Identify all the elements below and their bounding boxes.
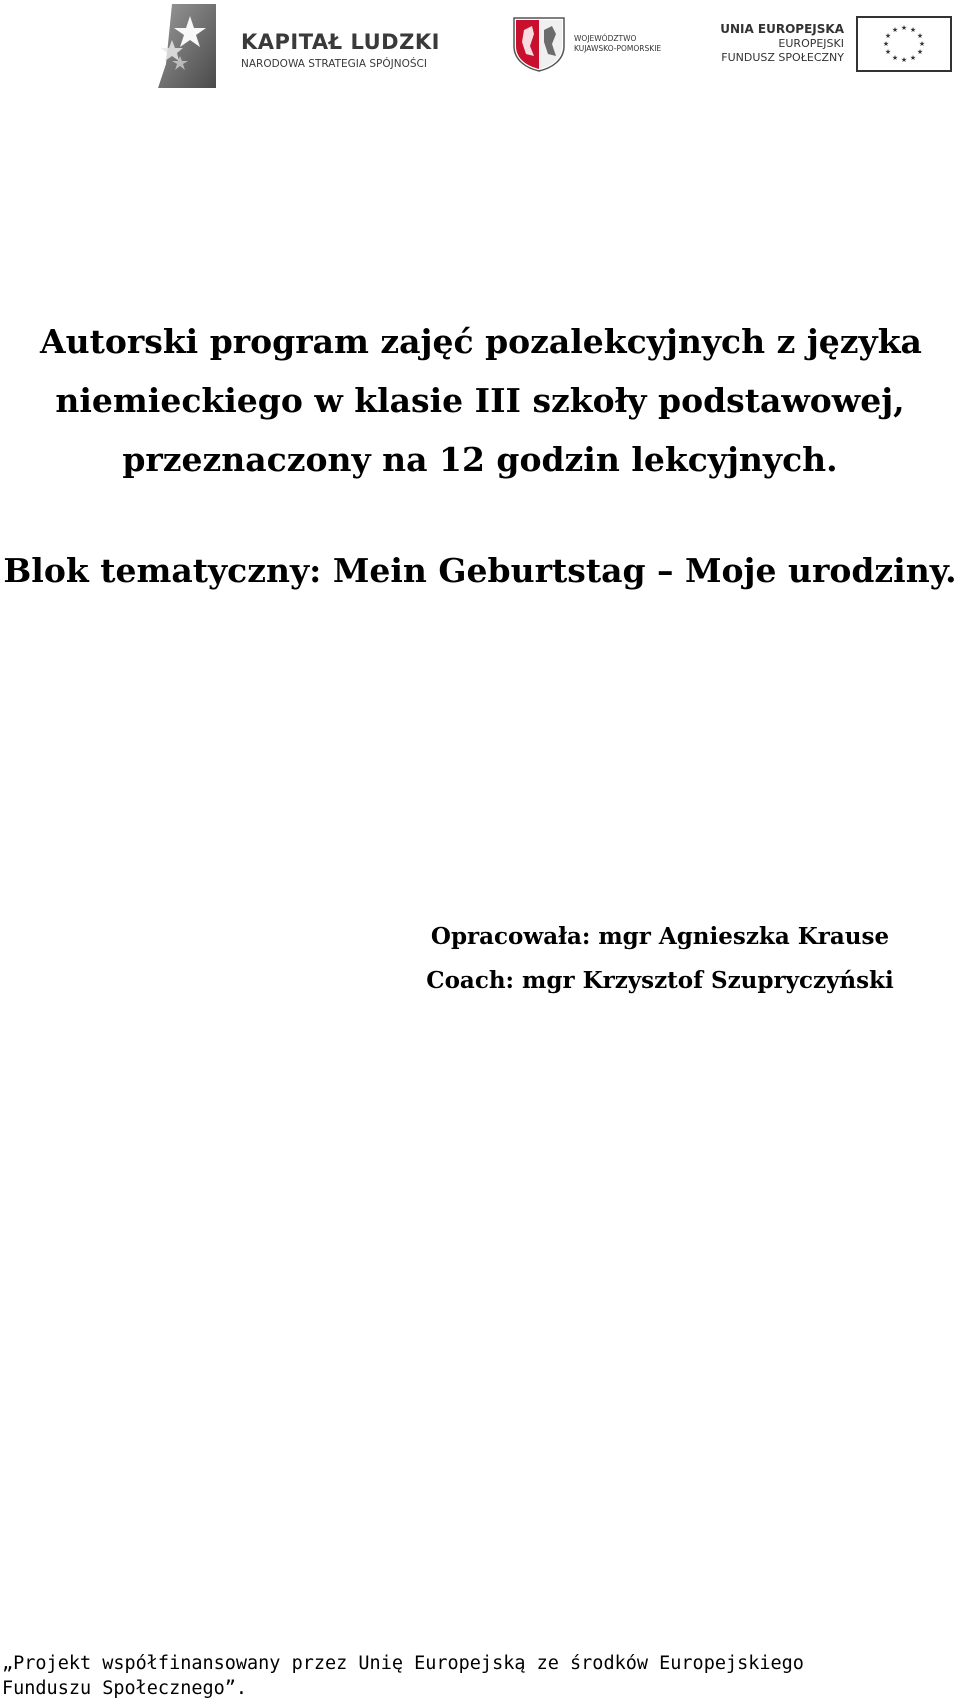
footer-line-2: Funduszu Społecznego”. xyxy=(2,1678,248,1699)
header-logos xyxy=(0,0,960,90)
funding-footer xyxy=(2,1651,952,1701)
topic-heading: Blok tematyczny: Mein Geburtstag – Moje urodziny. xyxy=(3,551,957,590)
svg-text:★: ★ xyxy=(882,40,890,48)
svg-text:★: ★ xyxy=(916,32,924,40)
kapital-ludzki-logo xyxy=(158,4,458,88)
svg-text:★: ★ xyxy=(900,24,908,32)
svg-text:★: ★ xyxy=(916,48,924,56)
kapital-ludzki-subtitle: NARODOWA STRATEGIA SPÓJNOŚCI xyxy=(241,58,427,70)
voivodeship-crest-icon xyxy=(512,16,566,72)
title-line-1: Autorski program zajęć pozalekcyjnych z języka xyxy=(40,322,922,361)
title-line-2: niemieckiego w klasie III szkoły podstawowej, xyxy=(55,381,905,420)
eu-logo-text xyxy=(720,22,844,65)
svg-text:★: ★ xyxy=(884,48,892,56)
svg-text:★: ★ xyxy=(884,32,892,40)
voivodeship-name-line2: KUJAWSKO-POMORSKIE xyxy=(574,44,662,53)
svg-text:★: ★ xyxy=(900,56,908,64)
svg-text:★: ★ xyxy=(891,26,899,34)
eu-flag-icon xyxy=(856,16,952,72)
svg-text:★: ★ xyxy=(909,54,917,62)
svg-text:★: ★ xyxy=(891,54,899,62)
voivodeship-logo xyxy=(512,16,682,74)
title-line-3: przeznaczony na 12 godzin lekcyjnych. xyxy=(122,440,838,479)
kapital-ludzki-star-icon xyxy=(158,4,216,88)
footer-line-1: „Projekt współfinansowany przez Unię Europejską ze środków Europejskiego xyxy=(2,1653,804,1674)
author-line: Opracowała: mgr Agnieszka Krause xyxy=(430,923,890,950)
eu-logo-line2: EUROPEJSKI xyxy=(778,37,844,50)
authors-block xyxy=(400,915,920,1003)
voivodeship-name-line1: WOJEWÓDZTWO xyxy=(574,34,637,43)
kapital-ludzki-title: KAPITAŁ LUDZKI xyxy=(241,30,440,54)
svg-text:★: ★ xyxy=(918,40,926,48)
coach-line: Coach: mgr Krzysztof Szupryczyński xyxy=(426,967,894,994)
eu-logo xyxy=(712,16,952,74)
document-title xyxy=(40,312,920,489)
eu-logo-line1: UNIA EUROPEJSKA xyxy=(720,22,844,36)
eu-logo-line3: FUNDUSZ SPOŁECZNY xyxy=(721,51,844,64)
svg-text:★: ★ xyxy=(909,26,917,34)
